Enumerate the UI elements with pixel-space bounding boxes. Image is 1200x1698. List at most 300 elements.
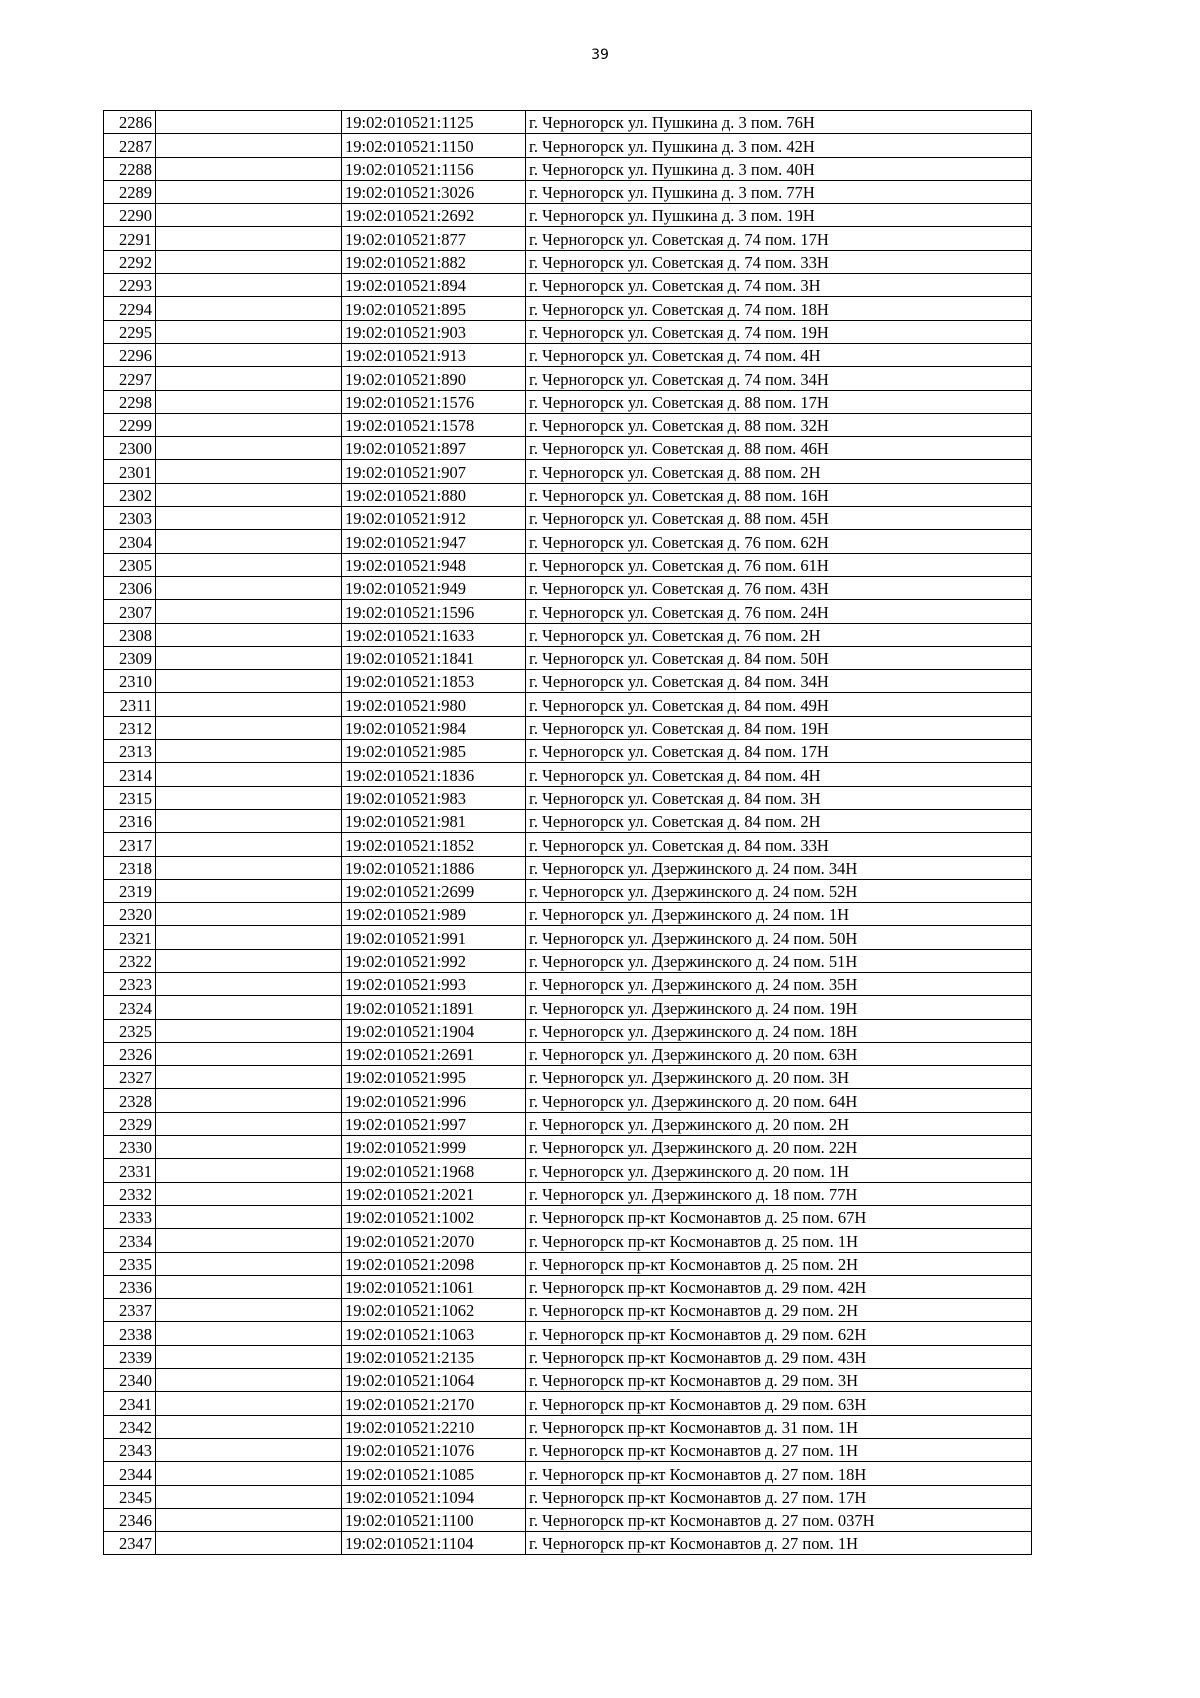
empty-cell bbox=[156, 1415, 342, 1438]
row-number-cell: 2312 bbox=[104, 716, 156, 739]
cadastral-number-cell: 19:02:010521:985 bbox=[342, 740, 526, 763]
empty-cell bbox=[156, 297, 342, 320]
row-number-cell: 2307 bbox=[104, 600, 156, 623]
row-number-cell: 2343 bbox=[104, 1438, 156, 1461]
row-number-cell: 2320 bbox=[104, 903, 156, 926]
row-number-cell: 2299 bbox=[104, 413, 156, 436]
empty-cell bbox=[156, 740, 342, 763]
address-cell: г. Черногорск ул. Советская д. 88 пом. 17Н bbox=[526, 390, 1032, 413]
row-number-cell: 2301 bbox=[104, 460, 156, 483]
cadastral-number-cell: 19:02:010521:2699 bbox=[342, 879, 526, 902]
cadastral-number-cell: 19:02:010521:981 bbox=[342, 809, 526, 832]
address-cell: г. Черногорск пр-кт Космонавтов д. 27 пом. 1Н bbox=[526, 1532, 1032, 1555]
table-row bbox=[104, 250, 1032, 273]
row-number-cell: 2342 bbox=[104, 1415, 156, 1438]
table-row bbox=[104, 856, 1032, 879]
row-number-cell: 2329 bbox=[104, 1112, 156, 1135]
address-cell: г. Черногорск ул. Дзержинского д. 24 пом. 1Н bbox=[526, 903, 1032, 926]
address-cell: г. Черногорск ул. Советская д. 84 пом. 2Н bbox=[526, 809, 1032, 832]
address-cell: г. Черногорск пр-кт Космонавтов д. 25 пом. 1Н bbox=[526, 1229, 1032, 1252]
table-row bbox=[104, 996, 1032, 1019]
table-row bbox=[104, 1532, 1032, 1555]
table-row bbox=[104, 1252, 1032, 1275]
cadastral-number-cell: 19:02:010521:1576 bbox=[342, 390, 526, 413]
address-cell: г. Черногорск пр-кт Космонавтов д. 29 пом. 2Н bbox=[526, 1299, 1032, 1322]
cadastral-number-cell: 19:02:010521:1891 bbox=[342, 996, 526, 1019]
row-number-cell: 2324 bbox=[104, 996, 156, 1019]
cadastral-number-cell: 19:02:010521:947 bbox=[342, 530, 526, 553]
address-cell: г. Черногорск ул. Дзержинского д. 24 пом. 51Н bbox=[526, 949, 1032, 972]
row-number-cell: 2328 bbox=[104, 1089, 156, 1112]
address-cell: г. Черногорск пр-кт Космонавтов д. 25 пом. 2Н bbox=[526, 1252, 1032, 1275]
table-row bbox=[104, 1112, 1032, 1135]
row-number-cell: 2322 bbox=[104, 949, 156, 972]
empty-cell bbox=[156, 1042, 342, 1065]
table-row bbox=[104, 833, 1032, 856]
row-number-cell: 2346 bbox=[104, 1508, 156, 1531]
row-number-cell: 2297 bbox=[104, 367, 156, 390]
empty-cell bbox=[156, 1112, 342, 1135]
row-number-cell: 2344 bbox=[104, 1462, 156, 1485]
cadastral-number-cell: 19:02:010521:948 bbox=[342, 553, 526, 576]
table-row bbox=[104, 1275, 1032, 1298]
empty-cell bbox=[156, 949, 342, 972]
table-row bbox=[104, 600, 1032, 623]
table-row bbox=[104, 227, 1032, 250]
cadastral-number-cell: 19:02:010521:913 bbox=[342, 343, 526, 366]
row-number-cell: 2334 bbox=[104, 1229, 156, 1252]
address-cell: г. Черногорск ул. Дзержинского д. 18 пом. 77Н bbox=[526, 1182, 1032, 1205]
address-cell: г. Черногорск ул. Советская д. 76 пом. 24Н bbox=[526, 600, 1032, 623]
table-row bbox=[104, 926, 1032, 949]
table-row bbox=[104, 1159, 1032, 1182]
table-row bbox=[104, 809, 1032, 832]
cadastral-number-cell: 19:02:010521:983 bbox=[342, 786, 526, 809]
table-row bbox=[104, 1229, 1032, 1252]
table-row bbox=[104, 1508, 1032, 1531]
address-cell: г. Черногорск ул. Советская д. 74 пом. 3Н bbox=[526, 274, 1032, 297]
row-number-cell: 2287 bbox=[104, 134, 156, 157]
cadastral-number-cell: 19:02:010521:2691 bbox=[342, 1042, 526, 1065]
empty-cell bbox=[156, 1019, 342, 1042]
table-row bbox=[104, 786, 1032, 809]
empty-cell bbox=[156, 1369, 342, 1392]
address-cell: г. Черногорск ул. Дзержинского д. 24 пом. 35Н bbox=[526, 972, 1032, 995]
cadastral-number-cell: 19:02:010521:1853 bbox=[342, 670, 526, 693]
row-number-cell: 2333 bbox=[104, 1205, 156, 1228]
cadastral-number-cell: 19:02:010521:1841 bbox=[342, 646, 526, 669]
table-row bbox=[104, 134, 1032, 157]
address-cell: г. Черногорск ул. Дзержинского д. 24 пом. 34Н bbox=[526, 856, 1032, 879]
address-cell: г. Черногорск ул. Советская д. 74 пом. 4Н bbox=[526, 343, 1032, 366]
cadastral-number-cell: 19:02:010521:1085 bbox=[342, 1462, 526, 1485]
row-number-cell: 2306 bbox=[104, 576, 156, 599]
cadastral-number-cell: 19:02:010521:989 bbox=[342, 903, 526, 926]
cadastral-number-cell: 19:02:010521:897 bbox=[342, 437, 526, 460]
table-body bbox=[104, 111, 1032, 1555]
address-cell: г. Черногорск ул. Пушкина д. 3 пом. 19Н bbox=[526, 204, 1032, 227]
table-row bbox=[104, 204, 1032, 227]
cadastral-number-cell: 19:02:010521:2135 bbox=[342, 1345, 526, 1368]
empty-cell bbox=[156, 716, 342, 739]
empty-cell bbox=[156, 809, 342, 832]
row-number-cell: 2290 bbox=[104, 204, 156, 227]
cadastral-number-cell: 19:02:010521:2210 bbox=[342, 1415, 526, 1438]
empty-cell bbox=[156, 996, 342, 1019]
cadastral-number-cell: 19:02:010521:1633 bbox=[342, 623, 526, 646]
cadastral-number-cell: 19:02:010521:993 bbox=[342, 972, 526, 995]
cadastral-number-cell: 19:02:010521:895 bbox=[342, 297, 526, 320]
empty-cell bbox=[156, 437, 342, 460]
address-cell: г. Черногорск ул. Советская д. 84 пом. 49Н bbox=[526, 693, 1032, 716]
address-cell: г. Черногорск ул. Дзержинского д. 20 пом. 63Н bbox=[526, 1042, 1032, 1065]
row-number-cell: 2288 bbox=[104, 157, 156, 180]
table-row bbox=[104, 879, 1032, 902]
row-number-cell: 2326 bbox=[104, 1042, 156, 1065]
row-number-cell: 2304 bbox=[104, 530, 156, 553]
row-number-cell: 2336 bbox=[104, 1275, 156, 1298]
cadastral-number-cell: 19:02:010521:1062 bbox=[342, 1299, 526, 1322]
table-row bbox=[104, 1485, 1032, 1508]
row-number-cell: 2339 bbox=[104, 1345, 156, 1368]
address-cell: г. Черногорск ул. Советская д. 74 пом. 19Н bbox=[526, 320, 1032, 343]
empty-cell bbox=[156, 507, 342, 530]
cadastral-number-cell: 19:02:010521:1596 bbox=[342, 600, 526, 623]
row-number-cell: 2289 bbox=[104, 180, 156, 203]
page-number: 39 bbox=[591, 47, 609, 63]
table-row bbox=[104, 740, 1032, 763]
address-cell: г. Черногорск ул. Пушкина д. 3 пом. 77Н bbox=[526, 180, 1032, 203]
row-number-cell: 2341 bbox=[104, 1392, 156, 1415]
empty-cell bbox=[156, 1182, 342, 1205]
address-cell: г. Черногорск пр-кт Космонавтов д. 27 пом. 037Н bbox=[526, 1508, 1032, 1531]
table-row bbox=[104, 111, 1032, 134]
table-row bbox=[104, 1205, 1032, 1228]
table-row bbox=[104, 1136, 1032, 1159]
cadastral-number-cell: 19:02:010521:1886 bbox=[342, 856, 526, 879]
table-row bbox=[104, 670, 1032, 693]
cadastral-number-cell: 19:02:010521:2170 bbox=[342, 1392, 526, 1415]
address-cell: г. Черногорск ул. Советская д. 84 пом. 4Н bbox=[526, 763, 1032, 786]
empty-cell bbox=[156, 576, 342, 599]
empty-cell bbox=[156, 1159, 342, 1182]
row-number-cell: 2327 bbox=[104, 1066, 156, 1089]
empty-cell bbox=[156, 483, 342, 506]
row-number-cell: 2292 bbox=[104, 250, 156, 273]
empty-cell bbox=[156, 1322, 342, 1345]
cadastral-number-cell: 19:02:010521:907 bbox=[342, 460, 526, 483]
table-row bbox=[104, 763, 1032, 786]
address-cell: г. Черногорск ул. Дзержинского д. 20 пом. 1Н bbox=[526, 1159, 1032, 1182]
table-row bbox=[104, 972, 1032, 995]
cadastral-number-cell: 19:02:010521:1064 bbox=[342, 1369, 526, 1392]
table-row bbox=[104, 320, 1032, 343]
table-row bbox=[104, 274, 1032, 297]
empty-cell bbox=[156, 693, 342, 716]
cadastral-number-cell: 19:02:010521:1002 bbox=[342, 1205, 526, 1228]
row-number-cell: 2298 bbox=[104, 390, 156, 413]
table-row bbox=[104, 949, 1032, 972]
address-cell: г. Черногорск пр-кт Космонавтов д. 29 пом. 43Н bbox=[526, 1345, 1032, 1368]
cadastral-number-cell: 19:02:010521:1156 bbox=[342, 157, 526, 180]
table-row bbox=[104, 1392, 1032, 1415]
table-row bbox=[104, 1369, 1032, 1392]
empty-cell bbox=[156, 879, 342, 902]
empty-cell bbox=[156, 856, 342, 879]
row-number-cell: 2303 bbox=[104, 507, 156, 530]
empty-cell bbox=[156, 972, 342, 995]
row-number-cell: 2296 bbox=[104, 343, 156, 366]
row-number-cell: 2331 bbox=[104, 1159, 156, 1182]
empty-cell bbox=[156, 1299, 342, 1322]
address-cell: г. Черногорск ул. Советская д. 88 пом. 46Н bbox=[526, 437, 1032, 460]
empty-cell bbox=[156, 180, 342, 203]
cadastral-number-cell: 19:02:010521:912 bbox=[342, 507, 526, 530]
empty-cell bbox=[156, 1532, 342, 1555]
row-number-cell: 2315 bbox=[104, 786, 156, 809]
address-cell: г. Черногорск ул. Дзержинского д. 24 пом. 50Н bbox=[526, 926, 1032, 949]
empty-cell bbox=[156, 670, 342, 693]
empty-cell bbox=[156, 1345, 342, 1368]
empty-cell bbox=[156, 413, 342, 436]
empty-cell bbox=[156, 250, 342, 273]
row-number-cell: 2291 bbox=[104, 227, 156, 250]
table-row bbox=[104, 1089, 1032, 1112]
cadastral-number-cell: 19:02:010521:995 bbox=[342, 1066, 526, 1089]
empty-cell bbox=[156, 833, 342, 856]
row-number-cell: 2318 bbox=[104, 856, 156, 879]
table-row bbox=[104, 530, 1032, 553]
address-cell: г. Черногорск пр-кт Космонавтов д. 29 пом. 3Н bbox=[526, 1369, 1032, 1392]
row-number-cell: 2311 bbox=[104, 693, 156, 716]
table-row bbox=[104, 1462, 1032, 1485]
table-row bbox=[104, 576, 1032, 599]
cadastral-number-cell: 19:02:010521:1125 bbox=[342, 111, 526, 134]
row-number-cell: 2300 bbox=[104, 437, 156, 460]
empty-cell bbox=[156, 1089, 342, 1112]
empty-cell bbox=[156, 646, 342, 669]
row-number-cell: 2317 bbox=[104, 833, 156, 856]
row-number-cell: 2330 bbox=[104, 1136, 156, 1159]
cadastral-number-cell: 19:02:010521:903 bbox=[342, 320, 526, 343]
address-cell: г. Черногорск пр-кт Космонавтов д. 29 пом. 42Н bbox=[526, 1275, 1032, 1298]
address-cell: г. Черногорск ул. Советская д. 76 пом. 62Н bbox=[526, 530, 1032, 553]
address-cell: г. Черногорск пр-кт Космонавтов д. 29 пом. 63Н bbox=[526, 1392, 1032, 1415]
cadastral-number-cell: 19:02:010521:1094 bbox=[342, 1485, 526, 1508]
row-number-cell: 2347 bbox=[104, 1532, 156, 1555]
empty-cell bbox=[156, 1066, 342, 1089]
table-row bbox=[104, 483, 1032, 506]
row-number-cell: 2323 bbox=[104, 972, 156, 995]
cadastral-number-cell: 19:02:010521:894 bbox=[342, 274, 526, 297]
empty-cell bbox=[156, 1392, 342, 1415]
address-cell: г. Черногорск ул. Советская д. 84 пом. 34Н bbox=[526, 670, 1032, 693]
table-row bbox=[104, 623, 1032, 646]
row-number-cell: 2325 bbox=[104, 1019, 156, 1042]
table-row bbox=[104, 1345, 1032, 1368]
empty-cell bbox=[156, 390, 342, 413]
cadastral-number-cell: 19:02:010521:996 bbox=[342, 1089, 526, 1112]
row-number-cell: 2286 bbox=[104, 111, 156, 134]
address-cell: г. Черногорск ул. Советская д. 76 пом. 43Н bbox=[526, 576, 1032, 599]
cadastral-number-cell: 19:02:010521:1076 bbox=[342, 1438, 526, 1461]
empty-cell bbox=[156, 1438, 342, 1461]
cadastral-number-cell: 19:02:010521:1852 bbox=[342, 833, 526, 856]
cadastral-number-cell: 19:02:010521:949 bbox=[342, 576, 526, 599]
address-cell: г. Черногорск ул. Дзержинского д. 24 пом. 19Н bbox=[526, 996, 1032, 1019]
cadastral-number-cell: 19:02:010521:877 bbox=[342, 227, 526, 250]
address-cell: г. Черногорск ул. Советская д. 74 пом. 33Н bbox=[526, 250, 1032, 273]
table-row bbox=[104, 903, 1032, 926]
empty-cell bbox=[156, 1275, 342, 1298]
table-row bbox=[104, 1415, 1032, 1438]
row-number-cell: 2310 bbox=[104, 670, 156, 693]
table-row bbox=[104, 413, 1032, 436]
address-cell: г. Черногорск пр-кт Космонавтов д. 25 пом. 67Н bbox=[526, 1205, 1032, 1228]
address-cell: г. Черногорск пр-кт Космонавтов д. 29 пом. 62Н bbox=[526, 1322, 1032, 1345]
cadastral-number-cell: 19:02:010521:880 bbox=[342, 483, 526, 506]
address-cell: г. Черногорск пр-кт Космонавтов д. 27 пом. 17Н bbox=[526, 1485, 1032, 1508]
empty-cell bbox=[156, 530, 342, 553]
table-row bbox=[104, 157, 1032, 180]
address-cell: г. Черногорск ул. Дзержинского д. 20 пом. 2Н bbox=[526, 1112, 1032, 1135]
cadastral-number-cell: 19:02:010521:1100 bbox=[342, 1508, 526, 1531]
cadastral-number-cell: 19:02:010521:997 bbox=[342, 1112, 526, 1135]
empty-cell bbox=[156, 204, 342, 227]
table-row bbox=[104, 460, 1032, 483]
address-cell: г. Черногорск ул. Советская д. 76 пом. 61Н bbox=[526, 553, 1032, 576]
table-row bbox=[104, 437, 1032, 460]
row-number-cell: 2293 bbox=[104, 274, 156, 297]
cadastral-number-cell: 19:02:010521:2021 bbox=[342, 1182, 526, 1205]
address-cell: г. Черногорск ул. Дзержинского д. 20 пом. 3Н bbox=[526, 1066, 1032, 1089]
row-number-cell: 2340 bbox=[104, 1369, 156, 1392]
empty-cell bbox=[156, 134, 342, 157]
empty-cell bbox=[156, 460, 342, 483]
cadastral-number-cell: 19:02:010521:2692 bbox=[342, 204, 526, 227]
cadastral-number-cell: 19:02:010521:2070 bbox=[342, 1229, 526, 1252]
empty-cell bbox=[156, 320, 342, 343]
address-cell: г. Черногорск ул. Пушкина д. 3 пом. 76Н bbox=[526, 111, 1032, 134]
table-row bbox=[104, 1042, 1032, 1065]
row-number-cell: 2321 bbox=[104, 926, 156, 949]
address-cell: г. Черногорск ул. Пушкина д. 3 пом. 42Н bbox=[526, 134, 1032, 157]
empty-cell bbox=[156, 926, 342, 949]
row-number-cell: 2308 bbox=[104, 623, 156, 646]
cadastral-number-cell: 19:02:010521:1150 bbox=[342, 134, 526, 157]
row-number-cell: 2345 bbox=[104, 1485, 156, 1508]
empty-cell bbox=[156, 786, 342, 809]
address-cell: г. Черногорск ул. Советская д. 84 пом. 19Н bbox=[526, 716, 1032, 739]
cadastral-number-cell: 19:02:010521:2098 bbox=[342, 1252, 526, 1275]
table-row bbox=[104, 1019, 1032, 1042]
empty-cell bbox=[156, 1508, 342, 1531]
cadastral-number-cell: 19:02:010521:1063 bbox=[342, 1322, 526, 1345]
cadastral-number-cell: 19:02:010521:1968 bbox=[342, 1159, 526, 1182]
cadastral-number-cell: 19:02:010521:1061 bbox=[342, 1275, 526, 1298]
table-row bbox=[104, 1322, 1032, 1345]
table-row bbox=[104, 646, 1032, 669]
empty-cell bbox=[156, 1485, 342, 1508]
address-cell: г. Черногорск ул. Советская д. 88 пом. 16Н bbox=[526, 483, 1032, 506]
row-number-cell: 2335 bbox=[104, 1252, 156, 1275]
table-row bbox=[104, 716, 1032, 739]
empty-cell bbox=[156, 763, 342, 786]
table-row bbox=[104, 1066, 1032, 1089]
address-cell: г. Черногорск ул. Советская д. 84 пом. 3Н bbox=[526, 786, 1032, 809]
cadastral-number-cell: 19:02:010521:1104 bbox=[342, 1532, 526, 1555]
address-cell: г. Черногорск ул. Советская д. 84 пом. 17Н bbox=[526, 740, 1032, 763]
address-cell: г. Черногорск ул. Советская д. 74 пом. 17Н bbox=[526, 227, 1032, 250]
empty-cell bbox=[156, 367, 342, 390]
row-number-cell: 2319 bbox=[104, 879, 156, 902]
empty-cell bbox=[156, 274, 342, 297]
address-cell: г. Черногорск ул. Дзержинского д. 24 пом. 52Н bbox=[526, 879, 1032, 902]
row-number-cell: 2337 bbox=[104, 1299, 156, 1322]
row-number-cell: 2309 bbox=[104, 646, 156, 669]
address-cell: г. Черногорск ул. Дзержинского д. 20 пом. 64Н bbox=[526, 1089, 1032, 1112]
address-cell: г. Черногорск пр-кт Космонавтов д. 27 пом. 18Н bbox=[526, 1462, 1032, 1485]
address-cell: г. Черногорск ул. Советская д. 84 пом. 33Н bbox=[526, 833, 1032, 856]
address-cell: г. Черногорск ул. Советская д. 88 пом. 45Н bbox=[526, 507, 1032, 530]
empty-cell bbox=[156, 623, 342, 646]
address-cell: г. Черногорск ул. Советская д. 74 пом. 34Н bbox=[526, 367, 1032, 390]
empty-cell bbox=[156, 1252, 342, 1275]
address-cell: г. Черногорск ул. Дзержинского д. 20 пом. 22Н bbox=[526, 1136, 1032, 1159]
row-number-cell: 2302 bbox=[104, 483, 156, 506]
cadastral-number-cell: 19:02:010521:992 bbox=[342, 949, 526, 972]
table-row bbox=[104, 553, 1032, 576]
address-cell: г. Черногорск ул. Советская д. 88 пом. 2Н bbox=[526, 460, 1032, 483]
address-cell: г. Черногорск пр-кт Космонавтов д. 31 пом. 1Н bbox=[526, 1415, 1032, 1438]
cadastral-number-cell: 19:02:010521:1578 bbox=[342, 413, 526, 436]
table-row bbox=[104, 693, 1032, 716]
empty-cell bbox=[156, 1462, 342, 1485]
address-cell: г. Черногорск ул. Дзержинского д. 24 пом. 18Н bbox=[526, 1019, 1032, 1042]
cadastral-number-cell: 19:02:010521:1904 bbox=[342, 1019, 526, 1042]
row-number-cell: 2338 bbox=[104, 1322, 156, 1345]
empty-cell bbox=[156, 1205, 342, 1228]
table-row bbox=[104, 1182, 1032, 1205]
empty-cell bbox=[156, 903, 342, 926]
table-row bbox=[104, 390, 1032, 413]
empty-cell bbox=[156, 111, 342, 134]
row-number-cell: 2295 bbox=[104, 320, 156, 343]
registry-table bbox=[103, 110, 1032, 1555]
cadastral-number-cell: 19:02:010521:882 bbox=[342, 250, 526, 273]
row-number-cell: 2305 bbox=[104, 553, 156, 576]
table-row bbox=[104, 367, 1032, 390]
table-row bbox=[104, 1299, 1032, 1322]
table-row bbox=[104, 180, 1032, 203]
empty-cell bbox=[156, 600, 342, 623]
cadastral-number-cell: 19:02:010521:3026 bbox=[342, 180, 526, 203]
empty-cell bbox=[156, 227, 342, 250]
row-number-cell: 2316 bbox=[104, 809, 156, 832]
row-number-cell: 2294 bbox=[104, 297, 156, 320]
table-row bbox=[104, 297, 1032, 320]
cadastral-number-cell: 19:02:010521:999 bbox=[342, 1136, 526, 1159]
table-row bbox=[104, 343, 1032, 366]
row-number-cell: 2332 bbox=[104, 1182, 156, 1205]
row-number-cell: 2314 bbox=[104, 763, 156, 786]
empty-cell bbox=[156, 553, 342, 576]
table-row bbox=[104, 507, 1032, 530]
table-row bbox=[104, 1438, 1032, 1461]
cadastral-number-cell: 19:02:010521:890 bbox=[342, 367, 526, 390]
address-cell: г. Черногорск ул. Советская д. 74 пом. 18Н bbox=[526, 297, 1032, 320]
cadastral-number-cell: 19:02:010521:1836 bbox=[342, 763, 526, 786]
